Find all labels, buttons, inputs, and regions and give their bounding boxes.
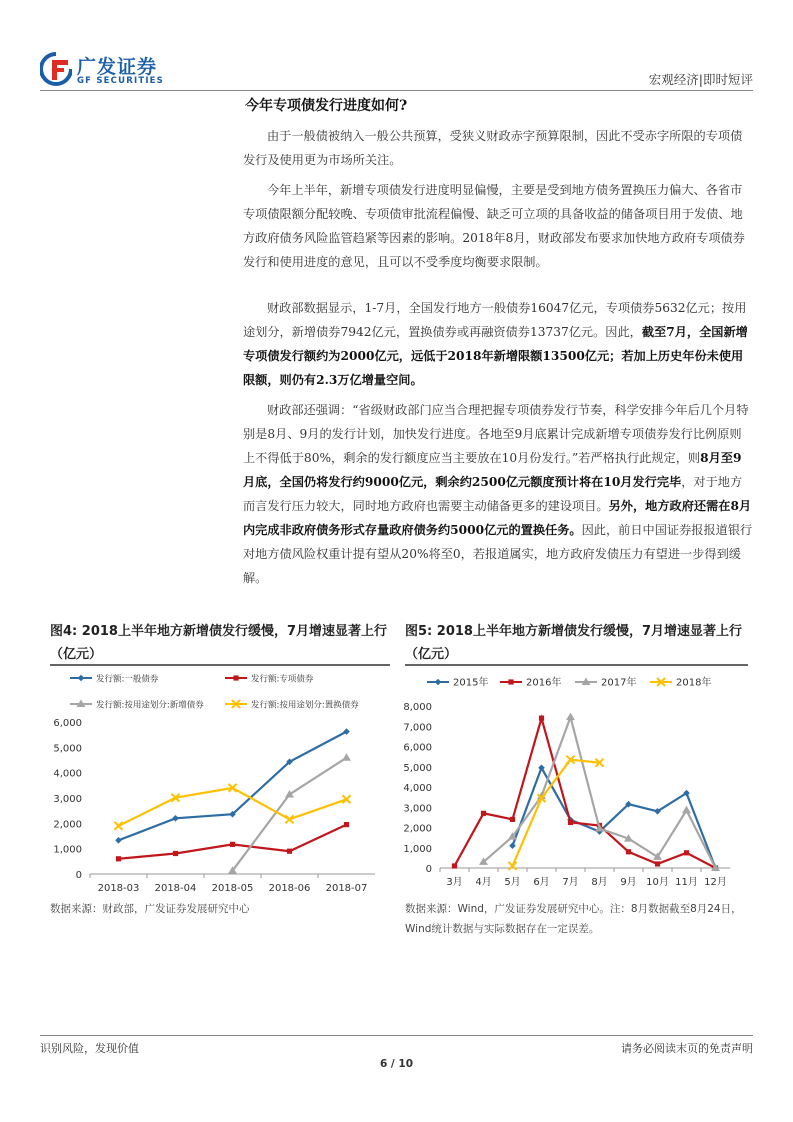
data-point-s1-2 [510, 817, 515, 822]
data-point-s1-1 [173, 851, 178, 856]
p3-text: 财政部数据显示，1-7月，全国发行地方一般债券16047亿元，专项债券5632亿元；按用途划分，新增债券7942亿元，置换债券或再融资债券13737亿元。因此， [243, 301, 747, 339]
data-point-s1-4 [344, 822, 349, 827]
data-point-s3-2 [509, 862, 517, 870]
x-tick-label: 2018-04 [154, 883, 197, 894]
p1-text: 由于一般债被纳入一般公共预算，受狭义财政赤字预算限制，因此不受赤字所限的专项债发行及使用更为市场所关注。 [243, 129, 743, 167]
y-tick-label: 6,000 [53, 718, 82, 729]
y-tick-label: 2,000 [403, 823, 432, 835]
legend-marker-0 [435, 679, 442, 686]
data-point-s1-4 [568, 820, 573, 825]
paragraph-3 [243, 296, 753, 392]
data-point-s2-4 [566, 713, 575, 721]
header-rule [40, 90, 753, 91]
data-point-s2-4 [342, 753, 351, 761]
page-number: 6 / 10 [379, 1058, 414, 1070]
legend-label-2: 2017年 [601, 677, 637, 689]
y-tick-label: 3,000 [53, 794, 82, 805]
x-tick-label: 2018-03 [97, 883, 140, 894]
data-point-s1-6 [626, 849, 631, 854]
paragraph-2 [243, 178, 753, 274]
data-point-s3-0 [115, 822, 123, 830]
x-tick-label: 2018-06 [268, 883, 311, 894]
y-tick-label: 1,000 [403, 843, 432, 855]
y-tick-label: 0 [425, 864, 432, 875]
p4-text-a: 财政部还强调：“省级财政部门应当合理把握专项债券发行节奏，科学安排今年后几个月特别是8月、9月的发行计划，加快发行进度。各地至9月底累计完成新增专项债券发行比例原则上不得低于80%，剩余的发行额度应当主要放在10月份发行。”若严格执行此规定，则 [243, 403, 749, 465]
y-tick-label: 0 [75, 870, 82, 881]
data-point-s1-7 [655, 861, 660, 866]
data-point-s1-2 [230, 842, 235, 847]
legend-label-0: 2015年 [453, 677, 489, 689]
y-tick-label: 4,000 [403, 783, 432, 794]
data-point-s1-1 [481, 811, 486, 816]
logo-cn-text: 广发证券 [77, 56, 158, 78]
fig5-title: 图5: 2018上半年地方新增债发行缓慢，7月增速显著上行（亿元） [405, 624, 742, 662]
p4-text-c: ，对于地方而言发行压力较大，同时地方政府也需要主动储备更多的建设项目。 [243, 475, 743, 513]
y-tick-label: 4,000 [53, 768, 82, 780]
series-line-2 [484, 717, 716, 868]
fig4-rule [50, 664, 390, 666]
fig4-title: 图4: 2018上半年地方新增债发行缓慢，7月增速显著上行（亿元） [50, 624, 387, 662]
section-label: 宏观经济|即时短评 [648, 72, 753, 87]
data-point-s0-0 [115, 837, 122, 844]
logo [40, 52, 180, 88]
fig4-source: 数据来源：财政部，广发证券发展研究中心 [50, 903, 250, 915]
data-point-s1-3 [539, 716, 544, 721]
p4-text-e: 因此，前日中国证券报报道银行对地方债风险权重计提有望从20%将至0，若报道属实，地方政府发债压力有望进一步得到缓解。 [243, 523, 753, 585]
x-tick-label: 8月 [591, 877, 608, 888]
p4-bold-d: 另外，地方政府还需在8月内完成非政府债务形式存量政府债务约5000亿元的置换任务。 [243, 499, 752, 537]
p4-bold-b: 8月至9月底，全国仍将发行约9000亿元，剩余约2500亿元额度预计将在10月发行完毕 [243, 451, 742, 489]
footer-rule [40, 1035, 753, 1036]
x-tick-label: 4月 [475, 877, 492, 888]
y-tick-label: 3,000 [403, 803, 432, 815]
x-tick-label: 11月 [675, 877, 698, 888]
x-tick-label: 2018-07 [325, 883, 368, 894]
p3-bold: 截至7月，全国新增专项债发行额约为2000亿元，远低于2018年新增限额13500亿元；若加上历史年份未使用限额，则仍有2.3万亿增量空间。 [243, 325, 748, 387]
data-point-s0-2 [509, 842, 516, 849]
legend-marker-1 [233, 675, 238, 680]
fig5-rule [405, 664, 748, 666]
y-tick-label: 5,000 [403, 762, 432, 774]
x-tick-label: 9月 [620, 877, 637, 888]
fig5-chart [400, 668, 745, 900]
data-point-s1-3 [287, 849, 292, 854]
footer-slogan: 识别风险，发现价值 [40, 1042, 139, 1055]
paragraph-4 [243, 398, 753, 590]
y-tick-label: 5,000 [53, 743, 82, 755]
series-line-1 [119, 825, 347, 859]
x-tick-label: 5月 [504, 877, 521, 888]
fig5-source: 数据来源：Wind，广发证券发展研究中心。注：8月数据截至8月24日，Wind统计数据与实际数据存在一定误差。 [405, 903, 742, 935]
series-line-3 [119, 788, 347, 826]
x-tick-label: 2018-05 [211, 883, 254, 894]
paragraph-1 [243, 124, 753, 172]
logo-en-text: GF SECURITIES [77, 76, 165, 86]
x-tick-label: 6月 [533, 877, 550, 888]
legend-marker-1 [508, 679, 513, 684]
series-line-0 [119, 732, 347, 841]
footer-disclaimer: 请务必阅读末页的免责声明 [621, 1042, 753, 1055]
gf-logo-icon [40, 52, 72, 86]
y-tick-label: 1,000 [53, 844, 82, 856]
fig4-chart [40, 668, 380, 900]
data-point-s2-8 [682, 806, 691, 814]
x-tick-label: 7月 [562, 877, 579, 888]
data-point-s1-8 [684, 850, 689, 855]
legend-label-0: 发行额:一般债券 [96, 674, 159, 685]
y-tick-label: 6,000 [403, 742, 432, 754]
y-tick-label: 7,000 [403, 722, 432, 734]
x-tick-label: 10月 [646, 877, 669, 888]
legend-label-1: 2016年 [526, 677, 562, 689]
p2-text: 今年上半年，新增专项债发行进度明显偏慢，主要是受到地方债务置换压力偏大、各省市专项债限额分配较晚、专项债审批流程偏慢、缺乏可立项的具备收益的储备项目用于发债、地方政府债务风险监管趋紧等因素的影响。2018年8月，财政部发布要求加快地方政府专项债券发行和使用进度的意见，且可以不受季度均衡要求限制。 [243, 183, 745, 269]
y-tick-label: 8,000 [403, 702, 432, 713]
data-point-s1-0 [116, 856, 121, 861]
question-heading: 今年专项债发行进度如何? [245, 98, 408, 114]
x-tick-label: 3月 [446, 877, 463, 888]
data-point-s1-0 [452, 863, 457, 868]
legend-label-3: 2018年 [676, 677, 712, 689]
data-point-s0-1 [172, 815, 179, 822]
x-tick-label: 12月 [704, 877, 727, 888]
y-tick-label: 2,000 [53, 819, 82, 831]
legend-label-2: 发行额:按用途划分:新增债券 [96, 700, 204, 711]
legend-marker-0 [78, 675, 85, 682]
legend-label-3: 发行额:按用途划分:置换债券 [251, 700, 359, 711]
legend-label-1: 发行额:专项债券 [251, 674, 314, 685]
series-line-1 [455, 718, 716, 868]
